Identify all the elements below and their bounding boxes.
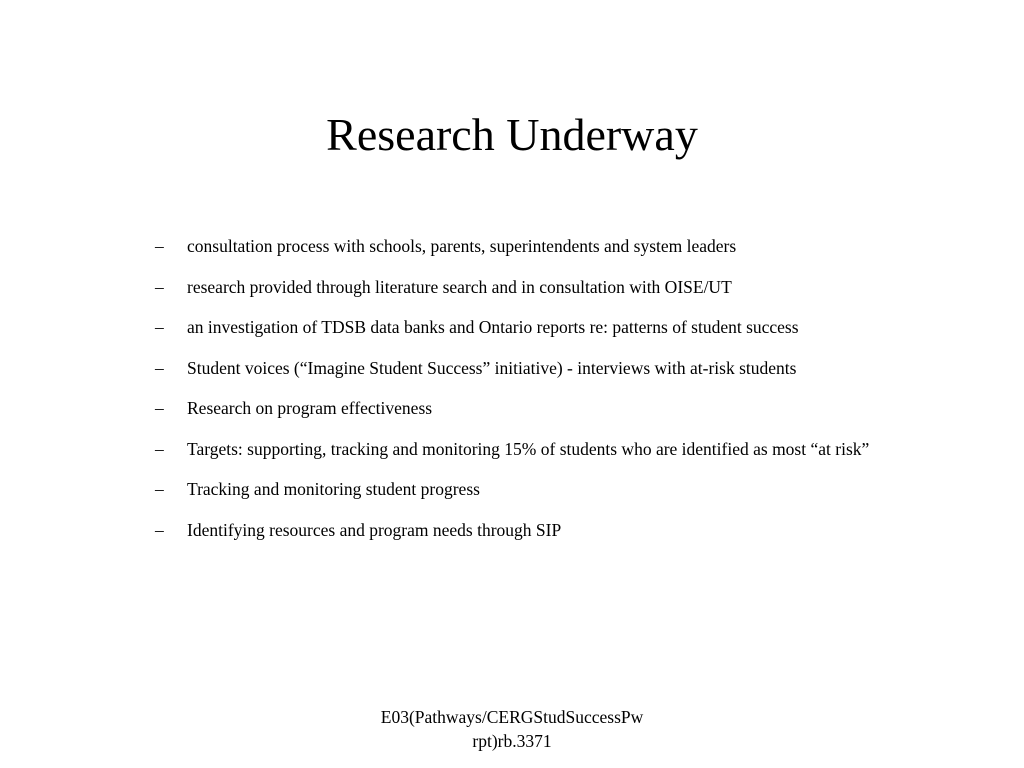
list-item (155, 310, 915, 345)
dash-bullet-icon: – (155, 317, 164, 337)
bullet-text: Targets: supporting, tracking and monitoring 15% of students who are identified as most “at risk” (187, 438, 870, 459)
bullet-text: an investigation of TDSB data banks and Ontario reports re: patterns of student success (187, 317, 799, 337)
dash-bullet-icon: – (155, 276, 164, 297)
dash-bullet-icon: – (155, 236, 164, 256)
bullet-text: Student voices (“Imagine Student Success” initiative) - interviews with at-risk students (187, 357, 797, 378)
bullet-text: Tracking and monitoring student progress (187, 479, 480, 499)
list-item (155, 270, 915, 305)
bullet-text: consultation process with schools, parents, superintendents and system leaders (187, 236, 737, 256)
dash-bullet-icon: – (155, 398, 164, 418)
list-item (155, 513, 915, 548)
bullet-text: research provided through literature search and in consultation with OISE/UT (187, 276, 732, 297)
list-item (155, 351, 915, 386)
bullet-list (155, 229, 915, 553)
bullet-text: Identifying resources and program needs through SIP (187, 519, 562, 540)
slide-title: Research Underway (326, 109, 698, 160)
list-item (155, 432, 915, 467)
list-item (155, 472, 915, 507)
dash-bullet-icon: – (155, 479, 164, 499)
footer-line-1: E03(Pathways/CERGStudSuccessPw (380, 707, 644, 727)
list-item (155, 391, 915, 426)
slide-footer (352, 705, 672, 753)
footer-line-2: rpt)rb.3371 (472, 731, 552, 751)
list-item (155, 229, 915, 264)
bullet-text: Research on program effectiveness (187, 398, 433, 418)
dash-bullet-icon: – (155, 438, 164, 459)
dash-bullet-icon: – (155, 357, 164, 378)
dash-bullet-icon: – (155, 519, 164, 540)
